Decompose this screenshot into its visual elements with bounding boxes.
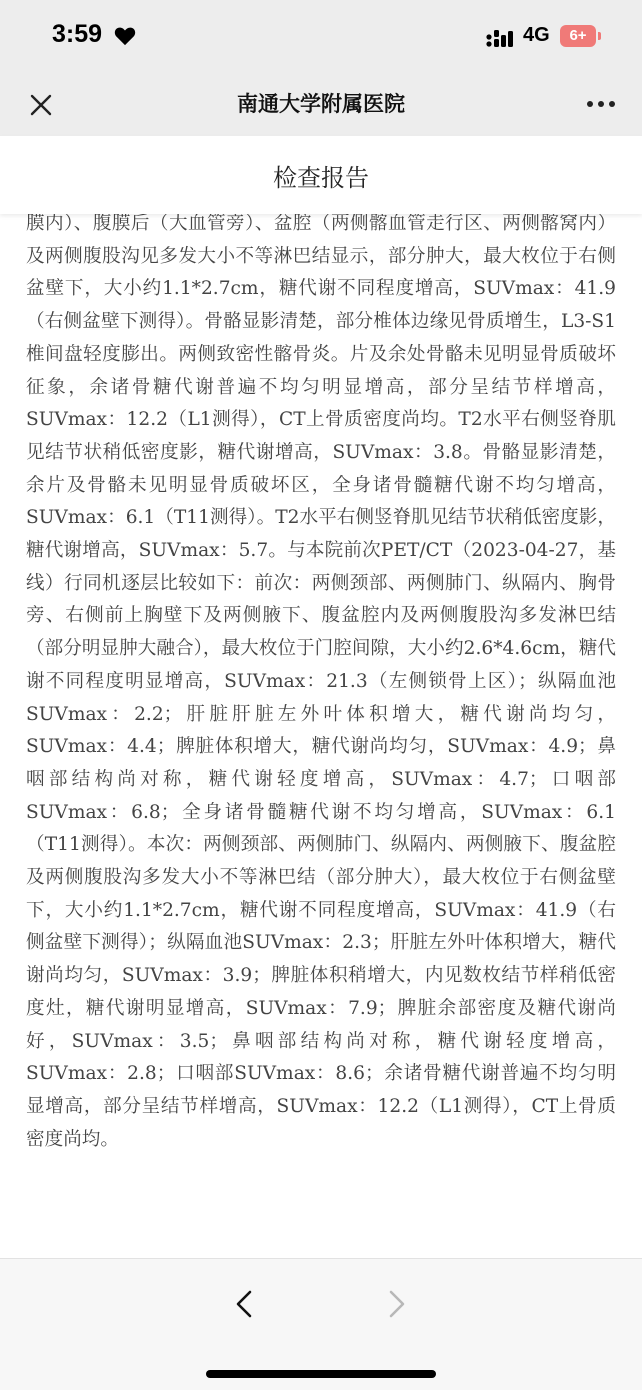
battery-icon [560, 25, 596, 47]
more-icon[interactable] [586, 98, 616, 110]
battery-cap [598, 32, 601, 40]
heart-icon [114, 26, 136, 46]
back-arrow-icon[interactable] [233, 1289, 257, 1319]
bottom-toolbar [0, 1258, 642, 1390]
page-header [0, 136, 642, 214]
status-bar [0, 0, 642, 74]
report-text: 膜内）、腹膜后（大血管旁）、盆腔（两侧髂血管走行区、两侧髂窝内）及两侧腹股沟见多发大小不等淋巴结显示，部分肿大，最大枚位于右侧盆壁下，大小约1.1*2.7cm，糖代谢不同程度增高，SUVmax：41.9（右侧盆壁下测得）。骨骼显影清楚，部分椎体边缘见骨质增生，L3-S1椎间盘轻度膨出。两侧致密性髂骨炎。片及余处骨骼未见明显骨质破坏征象，余诸骨糖代谢普遍不均匀明显增高，部分呈结节样增高，SUVmax：12.2（L1测得），CT上骨质密度尚均。T2水平右侧竖脊肌见结节状稍低密度影，糖代谢增高，SUVmax：3.8。骨骼显影清楚，余片及骨骼未见明显骨质破坏区，全身诸骨髓糖代谢不均匀增高，SUVmax：6.1（T11测得）。T2水平右侧竖脊肌见结节状稍低密度影，糖代谢增高，SUVmax：5.7。与本院前次PET/CT（2023-04-27，基线）行同机逐层比较如下：前次：两侧颈部、两侧肺门、纵隔内、胸骨旁、右侧前上胸壁下及两侧腋下、腹盆腔内及两侧腹股沟多发淋巴结（部分明显肿大融合），最大枚位于门腔间隙，大小约2.6*4.6cm，糖代谢不同程度明显增高，SUVmax：21.3（左侧锁骨上区）；纵隔血池SUVmax：2.2；肝脏肝脏左外叶体积增大，糖代谢尚均匀，SUVmax：4.4；脾脏体积增大，糖代谢尚均匀，SUVmax：4.9；鼻咽部结构尚对称，糖代谢轻度增高，SUVmax：4.7；口咽部SUVmax：6.8；全身诸骨髓糖代谢不均匀增高，SUVmax：6.1（T11测得）。本次：两侧颈部、两侧肺门、纵隔内、两侧腋下、腹盆腔及两侧腹股沟多发大小不等淋巴结（部分肿大），最大枚位于右侧盆壁下，大小约1.1*2.7cm，糖代谢不同程度增高，SUVmax：41.9（右侧盆壁下测得）；纵隔血池SUVmax：2.3；肝脏左外叶体积增大，糖代谢尚均匀，SUVmax：3.9；脾脏体积稍增大，内见数枚结节样稍低密度灶，糖代谢明显增高，SUVmax：7.9；脾脏余部密度及糖代谢尚好，SUVmax：3.5；鼻咽部结构尚对称，糖代谢轻度增高，SUVmax：2.8；口咽部SUVmax：8.6；余诸骨糖代谢普遍不均匀明显增高，部分呈结节样增高，SUVmax：12.2（L1测得），CT上骨质密度尚均。 [26, 214, 616, 1150]
nav-title: 南通大学附属医院 [237, 92, 405, 116]
battery-level: 6+ [569, 27, 587, 44]
nav-bar [0, 74, 642, 136]
forward-arrow-icon[interactable] [384, 1289, 408, 1319]
page-title: 检查报告 [273, 164, 369, 192]
home-indicator[interactable] [206, 1370, 436, 1378]
network-type: 4G [523, 24, 550, 46]
signal-icon [486, 28, 518, 48]
status-time: 3:59 [52, 20, 103, 48]
report-content[interactable] [0, 214, 642, 1258]
